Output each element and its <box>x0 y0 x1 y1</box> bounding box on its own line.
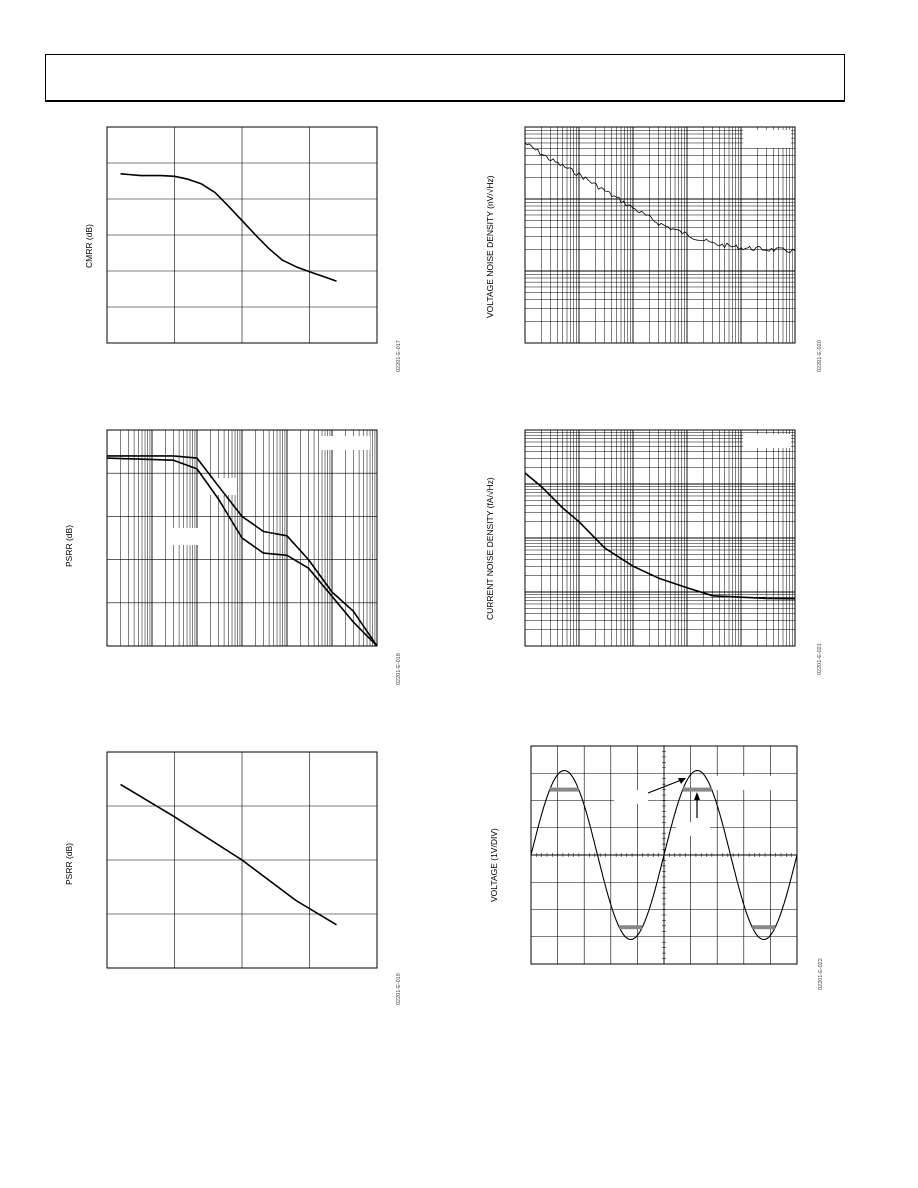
voltage-noise-series <box>525 143 795 253</box>
voltage-waveform-ylabel: VOLTAGE (1V/DIV) <box>489 828 499 902</box>
voltage-waveform-figure-id: 02201-E-022 <box>818 958 824 990</box>
psrr-linear-series-line-1 <box>121 784 337 924</box>
psrr-linear-series <box>121 784 337 924</box>
current-noise-series-line-1 <box>525 473 795 599</box>
voltage-noise-grid <box>525 127 795 343</box>
psrr-legend-box <box>320 436 370 450</box>
psrr-linear-ylabel: PSRR (dB) <box>64 842 74 885</box>
waveform-annotation-arrow-1 <box>648 779 684 793</box>
cmrr-ylabel: CMRR (dB) <box>84 224 94 268</box>
psrr-linear-figure-id: 02201-E-019 <box>396 973 402 1005</box>
chart-current-noise <box>485 430 823 675</box>
voltage-noise-frame <box>525 127 795 343</box>
voltage-noise-legend-box <box>743 130 791 148</box>
current-noise-figure-id: 02201-E-021 <box>817 643 823 675</box>
current-noise-ylabel: CURRENT NOISE DENSITY (fA/√Hz) <box>485 477 495 620</box>
chart-voltage-noise <box>485 127 823 372</box>
waveform-clip-band-low <box>752 925 775 929</box>
voltage-noise-series-line-1 <box>525 143 795 253</box>
voltage-noise-ylabel: VOLTAGE NOISE DENSITY (nV/√Hz) <box>485 175 495 318</box>
psrr-frequency-figure-id: 02201-E-018 <box>396 653 402 685</box>
waveform-clip-band-high <box>550 788 579 792</box>
cmrr-figure-id: 02201-E-017 <box>396 340 402 372</box>
current-noise-grid <box>525 430 795 646</box>
waveform-label-box-1 <box>712 776 792 790</box>
current-noise-legend-box <box>743 434 791 448</box>
psrr-frequency-ylabel: PSRR (dB) <box>64 524 74 567</box>
current-noise-series <box>525 473 795 599</box>
waveform-annotation-arrowhead-2 <box>694 792 700 800</box>
cmrr-grid <box>107 127 377 343</box>
cmrr-series-line-1 <box>121 174 337 281</box>
chart-cmrr <box>84 127 402 372</box>
cmrr-series <box>121 174 337 281</box>
waveform-clip-band-low <box>619 925 642 929</box>
chart-voltage-waveform <box>489 746 824 990</box>
waveform-clip-band-high <box>683 788 712 792</box>
waveform-label-box-2 <box>614 790 648 804</box>
waveform-label-box-3 <box>676 822 710 836</box>
chart-psrr-frequency <box>64 430 402 685</box>
chart-psrr-linear <box>64 752 402 1005</box>
psrr-curve-label-box-2 <box>170 528 206 545</box>
voltage-noise-figure-id: 02201-E-020 <box>817 340 823 372</box>
